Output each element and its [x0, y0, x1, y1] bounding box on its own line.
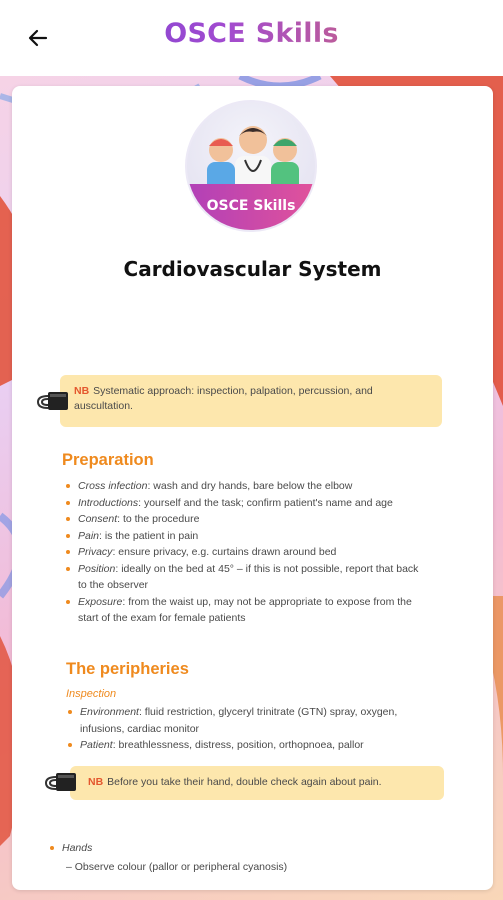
- nb-note-pain: [70, 766, 444, 800]
- binder-clip-icon: [44, 769, 78, 797]
- app-logo: [185, 100, 317, 232]
- list-item: Introductions: yourself and the task; confirm patient's name and age: [64, 495, 446, 512]
- nb-note: [60, 375, 442, 427]
- page-title: Cardiovascular System: [123, 257, 382, 281]
- nb-text-continued: auscultation.: [74, 400, 133, 412]
- sub-list-item: – Observe colour (pallor or peripheral cyanosis): [66, 861, 288, 873]
- content-card: [12, 86, 493, 890]
- hands-list: [48, 840, 448, 857]
- list-item: Consent: to the procedure: [64, 511, 446, 528]
- preparation-list: [64, 478, 446, 627]
- nb-text: Before you take their hand, double check again about pain.: [107, 776, 382, 788]
- app-bar: [0, 0, 503, 76]
- list-item: Patient: breathlessness, distress, position, orthopnoea, pallor: [66, 737, 446, 754]
- nb-label: NB: [74, 385, 90, 397]
- nb-label: NB: [88, 776, 104, 788]
- subheading-inspection: Inspection: [66, 688, 117, 700]
- binder-clip-icon: [36, 388, 70, 416]
- list-item: Position: ideally on the bed at 45° – if this is not possible, report that back to the observer: [64, 561, 446, 594]
- logo-text: OSCE Skills: [206, 198, 296, 214]
- section-heading-preparation: Preparation: [62, 451, 154, 469]
- list-item: Pain: is the patient in pain: [64, 528, 446, 545]
- section-heading-peripheries: The peripheries: [66, 660, 189, 678]
- list-item: Exposure: from the waist up, may not be appropriate to expose from the start of the exam for female patients: [64, 594, 446, 627]
- app-title: OSCE Skills: [0, 18, 503, 49]
- list-item: Environment: fluid restriction, glyceryl trinitrate (GTN) spray, oxygen, infusions, cardiac monitor: [66, 704, 446, 737]
- list-item: Cross infection: wash and dry hands, bare below the elbow: [64, 478, 446, 495]
- list-item: Privacy: ensure privacy, e.g. curtains drawn around bed: [64, 544, 446, 561]
- peripheries-list: [66, 704, 446, 754]
- list-item: Hands: [48, 840, 448, 857]
- nb-text: Systematic approach: inspection, palpation, percussion, and: [93, 385, 373, 397]
